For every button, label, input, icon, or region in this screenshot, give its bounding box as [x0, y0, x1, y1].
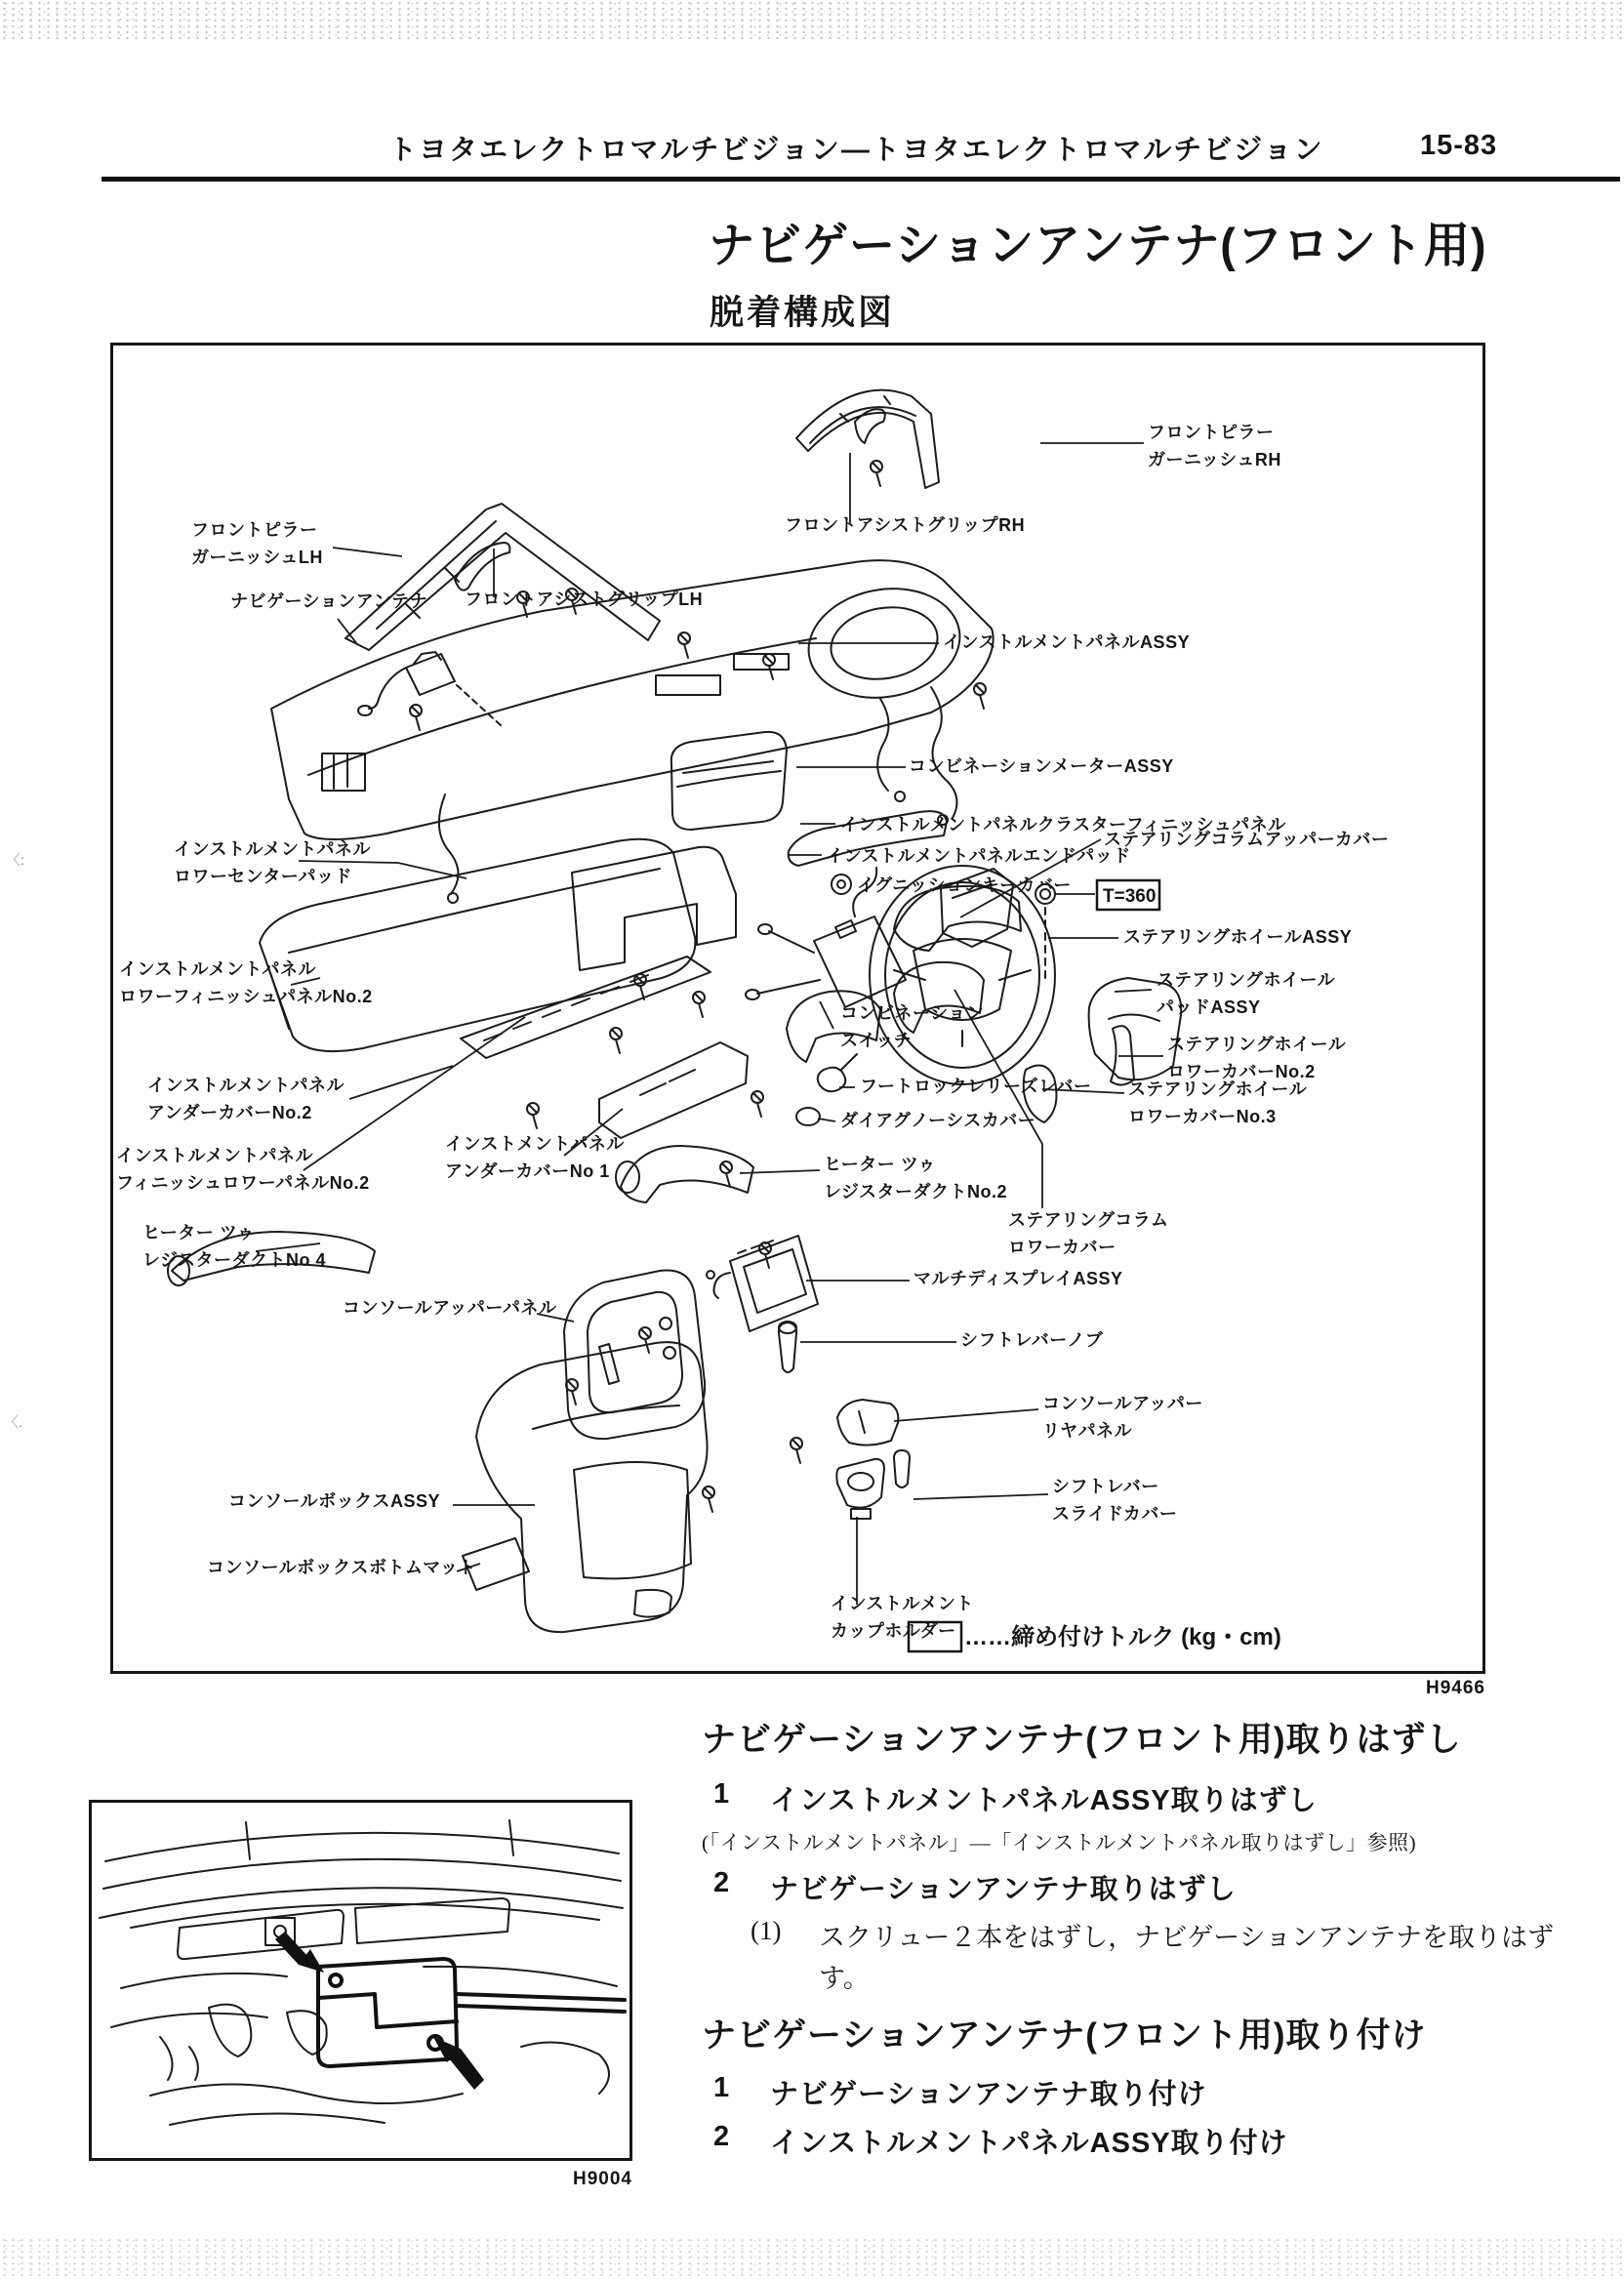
label-navigation-antenna: ナビゲーションアンテナ — [230, 591, 428, 611]
lower-center-pad-part — [572, 847, 736, 970]
diagnosis-cover-part — [796, 1108, 820, 1125]
column-lower-cover-part — [787, 991, 880, 1062]
header-rule — [102, 177, 1620, 182]
substep-number: (1) — [751, 1916, 782, 1945]
running-header: トヨタエレクトロマルチビジョン―トヨタエレクトロマルチビジョン — [388, 135, 1324, 166]
label-end-pad: インストルメントパネルエンドパッド — [826, 846, 1131, 866]
label-console-box-bottom-mat: コンソールボックスボトムマット — [207, 1558, 476, 1577]
label-wheel-lower-cover-no3: ステアリングホイールロワーカバーNo.3 — [1128, 1079, 1308, 1126]
label-lower-finish-panel-no2: インストルメントパネルロワーフィニッシュパネルNo.2 — [119, 959, 373, 1006]
label-wheel-lower-cover-no2: ステアリングホイールロワーカバーNo.2 — [1167, 1035, 1347, 1081]
label-steering-column-upper-cover: ステアリングコラムアッパーカバー — [1104, 830, 1390, 849]
label-steering-wheel-assy: ステアリングホイールASSY — [1123, 927, 1353, 947]
removal-substep-1 — [751, 1916, 1554, 1954]
label-shift-lever-knob: シフトレバーノブ — [960, 1330, 1104, 1350]
page-title: ナビゲーションアンテナ(フロント用) — [709, 218, 1487, 272]
label-under-cover-no1: インストメントパネルアンダーカバーNo 1 — [445, 1134, 625, 1181]
ignition-key-cover-part — [832, 875, 851, 894]
label-console-upper-panel: コンソールアッパーパネル — [343, 1298, 557, 1318]
exploded-diagram-frame — [110, 343, 1485, 1674]
combination-switch-part — [757, 916, 906, 1007]
step-number: 1 — [713, 1778, 731, 1810]
parts-linework — [168, 390, 1181, 1632]
installation-step-2 — [713, 2121, 1288, 2161]
step-text: ナビゲーションアンテナ取り付け — [770, 2079, 1207, 2110]
heater-duct-no2-part — [621, 1146, 753, 1202]
removal-heading: ナビゲーションアンテナ(フロント用)取りはずし — [702, 1721, 1462, 1759]
under-cover-no1-part — [599, 1042, 748, 1138]
label-finish-lower-panel-no2: インストルメントパネルフィニッシュロワーパネルNo.2 — [116, 1146, 370, 1193]
torque-legend-text: ……締め付けトルク (kg・cm) — [964, 1624, 1281, 1650]
scan-noise-bottom — [0, 2237, 1624, 2276]
label-combination-switch: コンビネーションスイッチ — [840, 1003, 985, 1050]
label-front-pillar-garnish-lh: フロントピラーガーニッシュLH — [191, 520, 323, 567]
multi-display-part — [730, 1236, 818, 1331]
step-text: インストルメントパネルASSY取りはずし — [770, 1785, 1318, 1816]
torque-callout-value: T=360 — [1103, 886, 1157, 907]
step-number: 2 — [713, 2121, 731, 2152]
scan-noise-top — [0, 0, 1624, 41]
label-combination-meter-assy: コンビネーションメーターASSY — [909, 756, 1174, 776]
foot-lock-lever-part — [818, 1054, 857, 1091]
removal-substep-continuation: す。 — [819, 1964, 870, 1993]
pillar-garnish-rh-part — [796, 390, 939, 488]
rear-panel-part — [837, 1400, 898, 1445]
under-cover-no2-part — [461, 957, 710, 1058]
slide-cover-part — [894, 1450, 910, 1487]
screw-icons — [410, 461, 986, 1512]
figure-code-inset: H9004 — [573, 2169, 632, 2189]
label-front-pillar-garnish-rh: フロントピラーガーニッシュRH — [1148, 423, 1281, 469]
label-console-box-assy: コンソールボックスASSY — [228, 1491, 440, 1511]
console-upper-panel-part — [564, 1271, 705, 1440]
label-console-upper-rear-panel: コンソールアッパーリヤパネル — [1042, 1394, 1203, 1441]
combination-meter-part — [671, 732, 787, 830]
label-ignition-key-cover: イグニッションキーカバー — [857, 875, 1072, 895]
label-lower-center-pad: インストルメントパネルロワーセンターパッド — [174, 839, 372, 886]
part-labels — [116, 423, 1389, 1641]
label-front-assist-grip-lh: フロントアシストグリップLH — [465, 590, 704, 609]
substep-text: スクリュー２本をはずし，ナビゲーションアンテナを取りはず — [819, 1923, 1555, 1952]
inset-figure-frame — [89, 1800, 632, 2161]
navigation-antenna-part — [406, 652, 455, 695]
inset-figure — [92, 1803, 629, 2158]
inset-antenna-bracket — [318, 1959, 625, 2066]
inset-linework — [100, 1820, 623, 2125]
removal-step-2 — [713, 1867, 1237, 1907]
step-text: ナビゲーションアンテナ取りはずし — [770, 1874, 1237, 1905]
scan-artifact: 〈. — [4, 1414, 23, 1431]
step-text: インストルメントパネルASSY取り付け — [770, 2128, 1288, 2159]
label-multi-display-assy: マルチディスプレイASSY — [914, 1269, 1123, 1288]
label-cluster-finish-panel: インストルメントパネルクラスターフィニッシュパネル — [840, 815, 1286, 835]
label-under-cover-no2: インストルメントパネルアンダーカバーNo.2 — [147, 1076, 345, 1122]
label-front-assist-grip-rh: フロントアシストグリップRH — [785, 515, 1026, 535]
figure-code-main: H9466 — [1426, 1678, 1485, 1698]
label-instrument-panel-assy: インストルメントパネルASSY — [943, 632, 1191, 652]
steering-wheel-part — [870, 866, 1055, 1084]
label-steering-wheel-pad-assy: ステアリングホイールパッドASSY — [1157, 970, 1336, 1017]
label-instrument-cup-holder: インストルメントカップホルダー — [831, 1594, 974, 1641]
removal-reference-note: (「インストルメントパネル」―「インストルメントパネル取りはずし」参照) — [702, 1831, 1417, 1854]
step-number: 1 — [713, 2072, 731, 2103]
installation-step-1 — [713, 2072, 1207, 2112]
exploded-diagram — [113, 346, 1482, 1671]
label-heater-duct-no4: ヒーター ツゥレジスターダクトNo 4 — [142, 1223, 327, 1270]
scan-artifact: 〈: — [6, 852, 25, 869]
step-number: 2 — [713, 1867, 731, 1898]
page-number: 15-83 — [1420, 130, 1498, 161]
label-steering-column-lower-cover: ステアリングコラムロワーカバー — [1008, 1210, 1169, 1257]
installation-heading: ナビゲーションアンテナ(フロント用)取り付け — [702, 2016, 1427, 2055]
removal-step-1 — [713, 1778, 1318, 1818]
figure-subtitle: 脱着構成図 — [710, 294, 896, 332]
pillar-garnish-lh-part — [345, 504, 660, 650]
label-shift-lever-slide-cover: シフトレバースライドカバー — [1052, 1477, 1178, 1524]
cup-holder-part — [836, 1459, 884, 1519]
label-heater-duct-no2: ヒーター ツゥレジスターダクトNo.2 — [824, 1155, 1008, 1201]
label-diagnosis-cover: ダイアグノーシスカバー — [840, 1111, 1036, 1130]
label-foot-lock-release-lever: フートロックレリーズレバー — [860, 1077, 1092, 1096]
shift-knob-part — [779, 1323, 796, 1372]
console-box-part — [476, 1342, 708, 1632]
